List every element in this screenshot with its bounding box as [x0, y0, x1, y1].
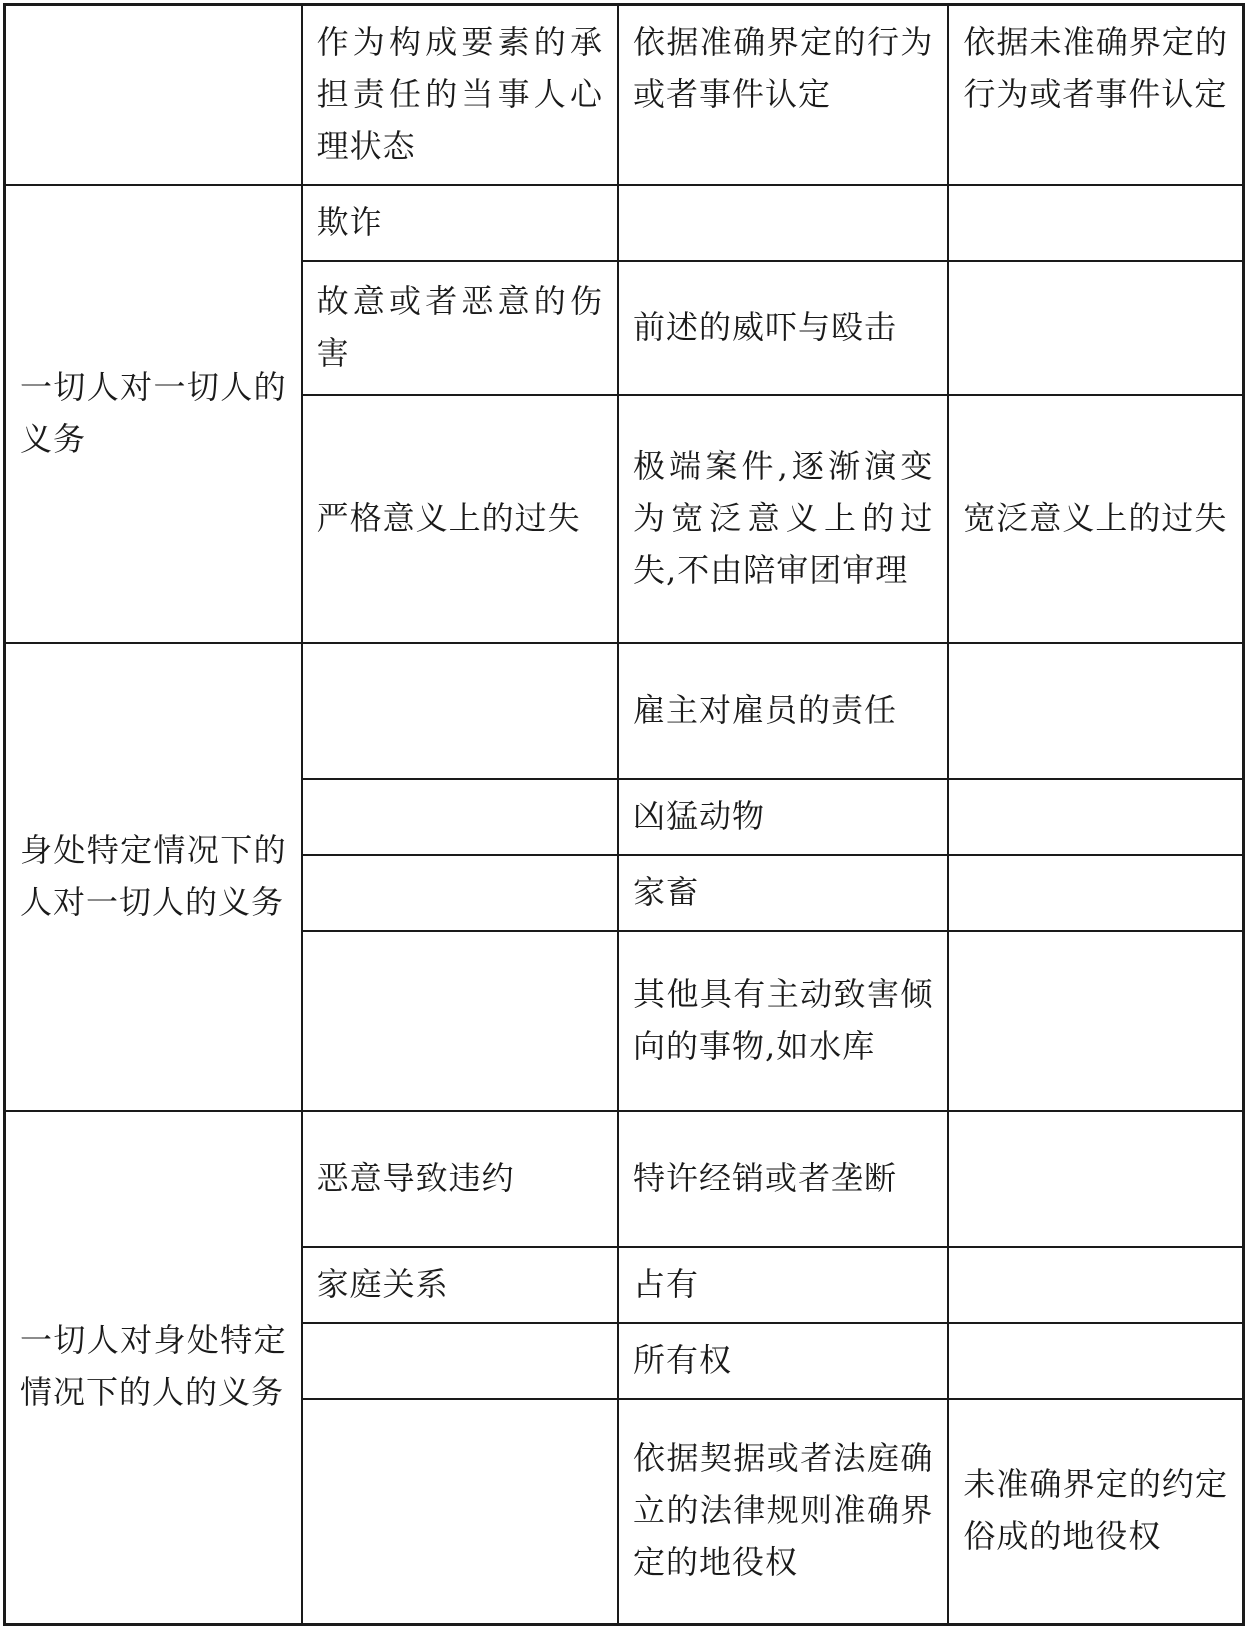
undefined-basis-cell: 未准确界定的约定俗成的地役权: [948, 1399, 1243, 1624]
undefined-basis-cell: [948, 1111, 1243, 1247]
duty-category-label: 身处特定情况下的人对一切人的义务: [5, 643, 302, 1111]
defined-basis-cell: 占有: [618, 1247, 948, 1323]
undefined-basis-cell: [948, 931, 1243, 1111]
defined-basis-cell: 家畜: [618, 855, 948, 931]
mental-state-cell: [302, 779, 618, 855]
mental-state-cell: 家庭关系: [302, 1247, 618, 1323]
undefined-basis-cell: [948, 261, 1243, 395]
undefined-basis-cell: 宽泛意义上的过失: [948, 395, 1243, 643]
mental-state-cell: [302, 1399, 618, 1624]
duty-category-label: 一切人对一切人的义务: [5, 185, 302, 643]
defined-basis-cell: [618, 185, 948, 261]
undefined-basis-cell: [948, 855, 1243, 931]
undefined-basis-cell: [948, 643, 1243, 779]
undefined-basis-cell: [948, 1247, 1243, 1323]
mental-state-cell: 恶意导致违约: [302, 1111, 618, 1247]
table-header-row: [5, 5, 1244, 186]
mental-state-cell: 故意或者恶意的伤害: [302, 261, 618, 395]
defined-basis-cell: 凶猛动物: [618, 779, 948, 855]
mental-state-cell: [302, 855, 618, 931]
defined-basis-cell: 依据契据或者法庭确立的法律规则准确界定的地役权: [618, 1399, 948, 1624]
duty-category-label: 一切人对身处特定情况下的人的义务: [5, 1111, 302, 1624]
header-undefined-basis: 依据未准确界定的行为或者事件认定: [948, 5, 1243, 186]
mental-state-cell: [302, 1323, 618, 1399]
table-row: [5, 1111, 1244, 1247]
defined-basis-cell: 所有权: [618, 1323, 948, 1399]
mental-state-cell: [302, 931, 618, 1111]
defined-basis-cell: 雇主对雇员的责任: [618, 643, 948, 779]
defined-basis-cell: 前述的威吓与殴击: [618, 261, 948, 395]
table-row: [5, 643, 1244, 779]
undefined-basis-cell: [948, 779, 1243, 855]
duties-table: [3, 3, 1245, 1626]
defined-basis-cell: 特许经销或者垄断: [618, 1111, 948, 1247]
header-defined-basis: 依据准确界定的行为或者事件认定: [618, 5, 948, 186]
header-mental-state: 作为构成要素的承担责任的当事人心理状态: [302, 5, 618, 186]
defined-basis-cell: 极端案件,逐渐演变为宽泛意义上的过失,不由陪审团审理: [618, 395, 948, 643]
defined-basis-cell: 其他具有主动致害倾向的事物,如水库: [618, 931, 948, 1111]
mental-state-cell: [302, 643, 618, 779]
undefined-basis-cell: [948, 185, 1243, 261]
undefined-basis-cell: [948, 1323, 1243, 1399]
mental-state-cell: 欺诈: [302, 185, 618, 261]
table-row: [5, 185, 1244, 261]
header-blank-cell: [5, 5, 302, 186]
mental-state-cell: 严格意义上的过失: [302, 395, 618, 643]
